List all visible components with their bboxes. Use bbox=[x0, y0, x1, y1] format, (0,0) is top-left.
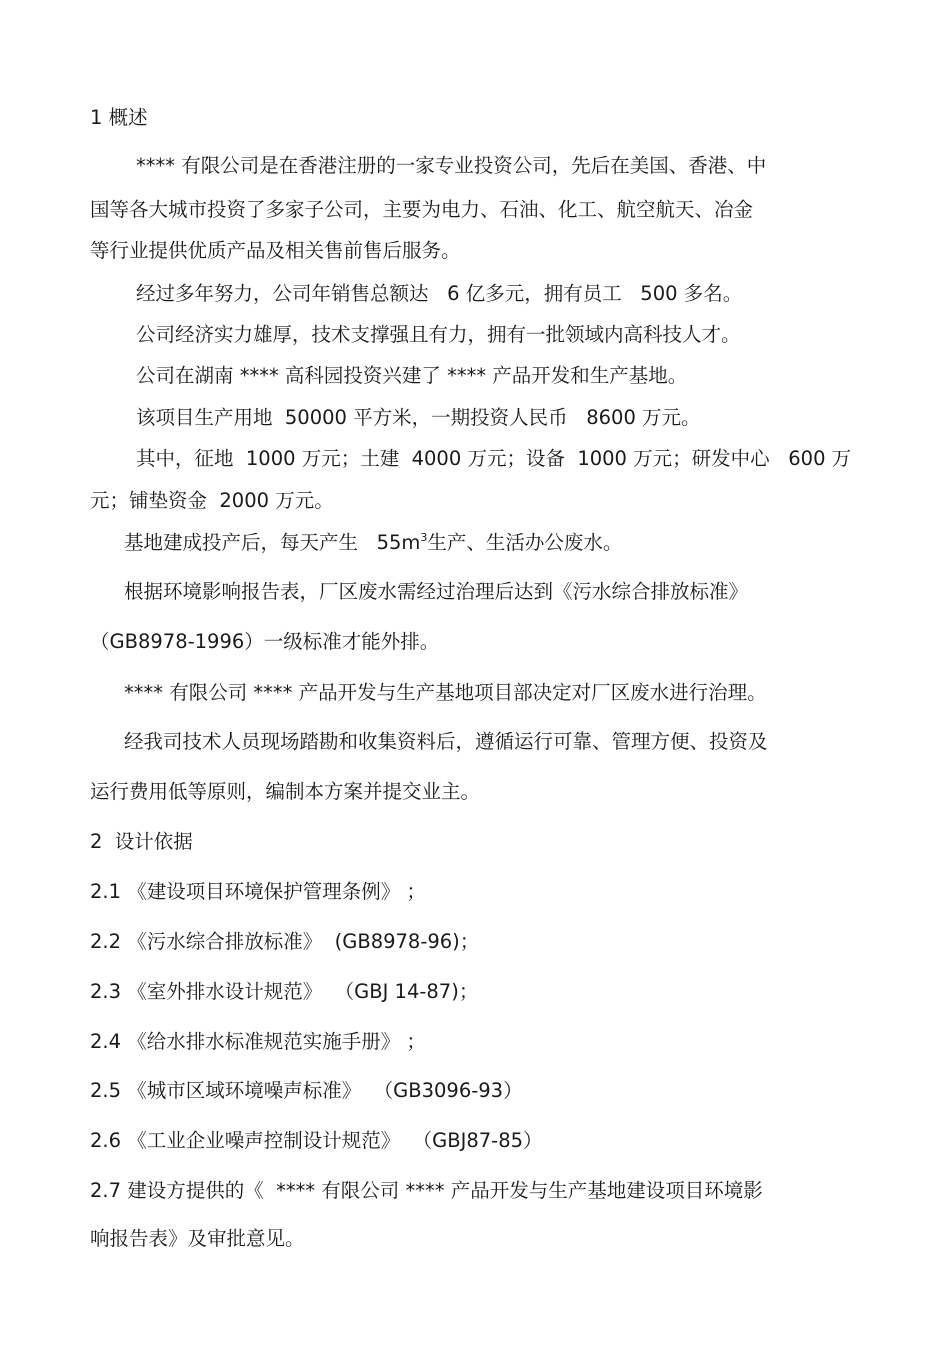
paragraph-line: 其中，征地 1000 万元；土建 4000 万元；设备 1000 万元；研发中心 600 万 bbox=[136, 447, 852, 470]
reference-item: 2.2 《污水综合排放标准》 (GB8978-96)； bbox=[90, 930, 480, 953]
paragraph-line: 该项目生产用地 50000 平方米，一期投资人民币 8600 万元。 bbox=[136, 406, 701, 429]
paragraph-line: （GB8978-1996）一级标准才能外排。 bbox=[90, 630, 440, 653]
reference-item: 2.5 《城市区域环境噪声标准》 （GB3096-93） bbox=[90, 1079, 523, 1102]
reference-item: 2.1 《建设项目环境保护管理条例》 ； bbox=[90, 880, 426, 903]
paragraph-line: 国等各大城市投资了多家子公司，主要为电力、石油、化工、航空航天、冶金 bbox=[90, 198, 754, 221]
line-text: 生产、生活办公废水。 bbox=[427, 531, 623, 554]
paragraph-line: 经我司技术人员现场踏勘和收集资料后，遵循运行可靠、管理方便、投资及 bbox=[124, 730, 768, 753]
paragraph-line: 元；铺垫资金 2000 万元。 bbox=[90, 489, 334, 512]
superscript: 3 bbox=[420, 531, 428, 544]
paragraph-line: 经过多年努力，公司年销售总额达 6 亿多元，拥有员工 500 多名。 bbox=[136, 282, 743, 305]
paragraph-line: 根据环境影响报告表，厂区废水需经过治理后达到《污水综合排放标准》 bbox=[124, 580, 749, 603]
section-heading: 2 设计依据 bbox=[90, 830, 193, 853]
reference-item: 响报告表》及审批意见。 bbox=[90, 1227, 305, 1250]
section-heading: 1 概述 bbox=[90, 106, 148, 129]
paragraph-line: 公司经济实力雄厚，技术支撑强且有力，拥有一批领域内高科技人才。 bbox=[136, 323, 741, 346]
reference-item: 2.7 建设方提供的《 **** 有限公司 **** 产品开发与生产基地建设项目环境影 bbox=[90, 1179, 763, 1202]
paragraph-line: **** 有限公司是在香港注册的一家专业投资公司，先后在美国、香港、中 bbox=[136, 154, 767, 177]
paragraph-line bbox=[124, 533, 622, 553]
paragraph-line: 运行费用低等原则，编制本方案并提交业主。 bbox=[90, 780, 481, 803]
paragraph-line: 公司在湖南 **** 高科园投资兴建了 **** 产品开发和生产基地。 bbox=[136, 364, 688, 387]
line-text: 基地建成投产后，每天产生 55m bbox=[124, 531, 421, 554]
paragraph-line: 等行业提供优质产品及相关售前售后服务。 bbox=[90, 239, 461, 262]
reference-item: 2.4 《给水排水标准规范实施手册》 ； bbox=[90, 1030, 426, 1053]
reference-item: 2.6 《工业企业噪声控制设计规范》 （GBJ87-85） bbox=[90, 1129, 543, 1152]
paragraph-line: **** 有限公司 **** 产品开发与生产基地项目部决定对厂区废水进行治理。 bbox=[124, 681, 767, 704]
reference-item: 2.3 《室外排水设计规范》 （GBJ 14-87)； bbox=[90, 980, 479, 1003]
